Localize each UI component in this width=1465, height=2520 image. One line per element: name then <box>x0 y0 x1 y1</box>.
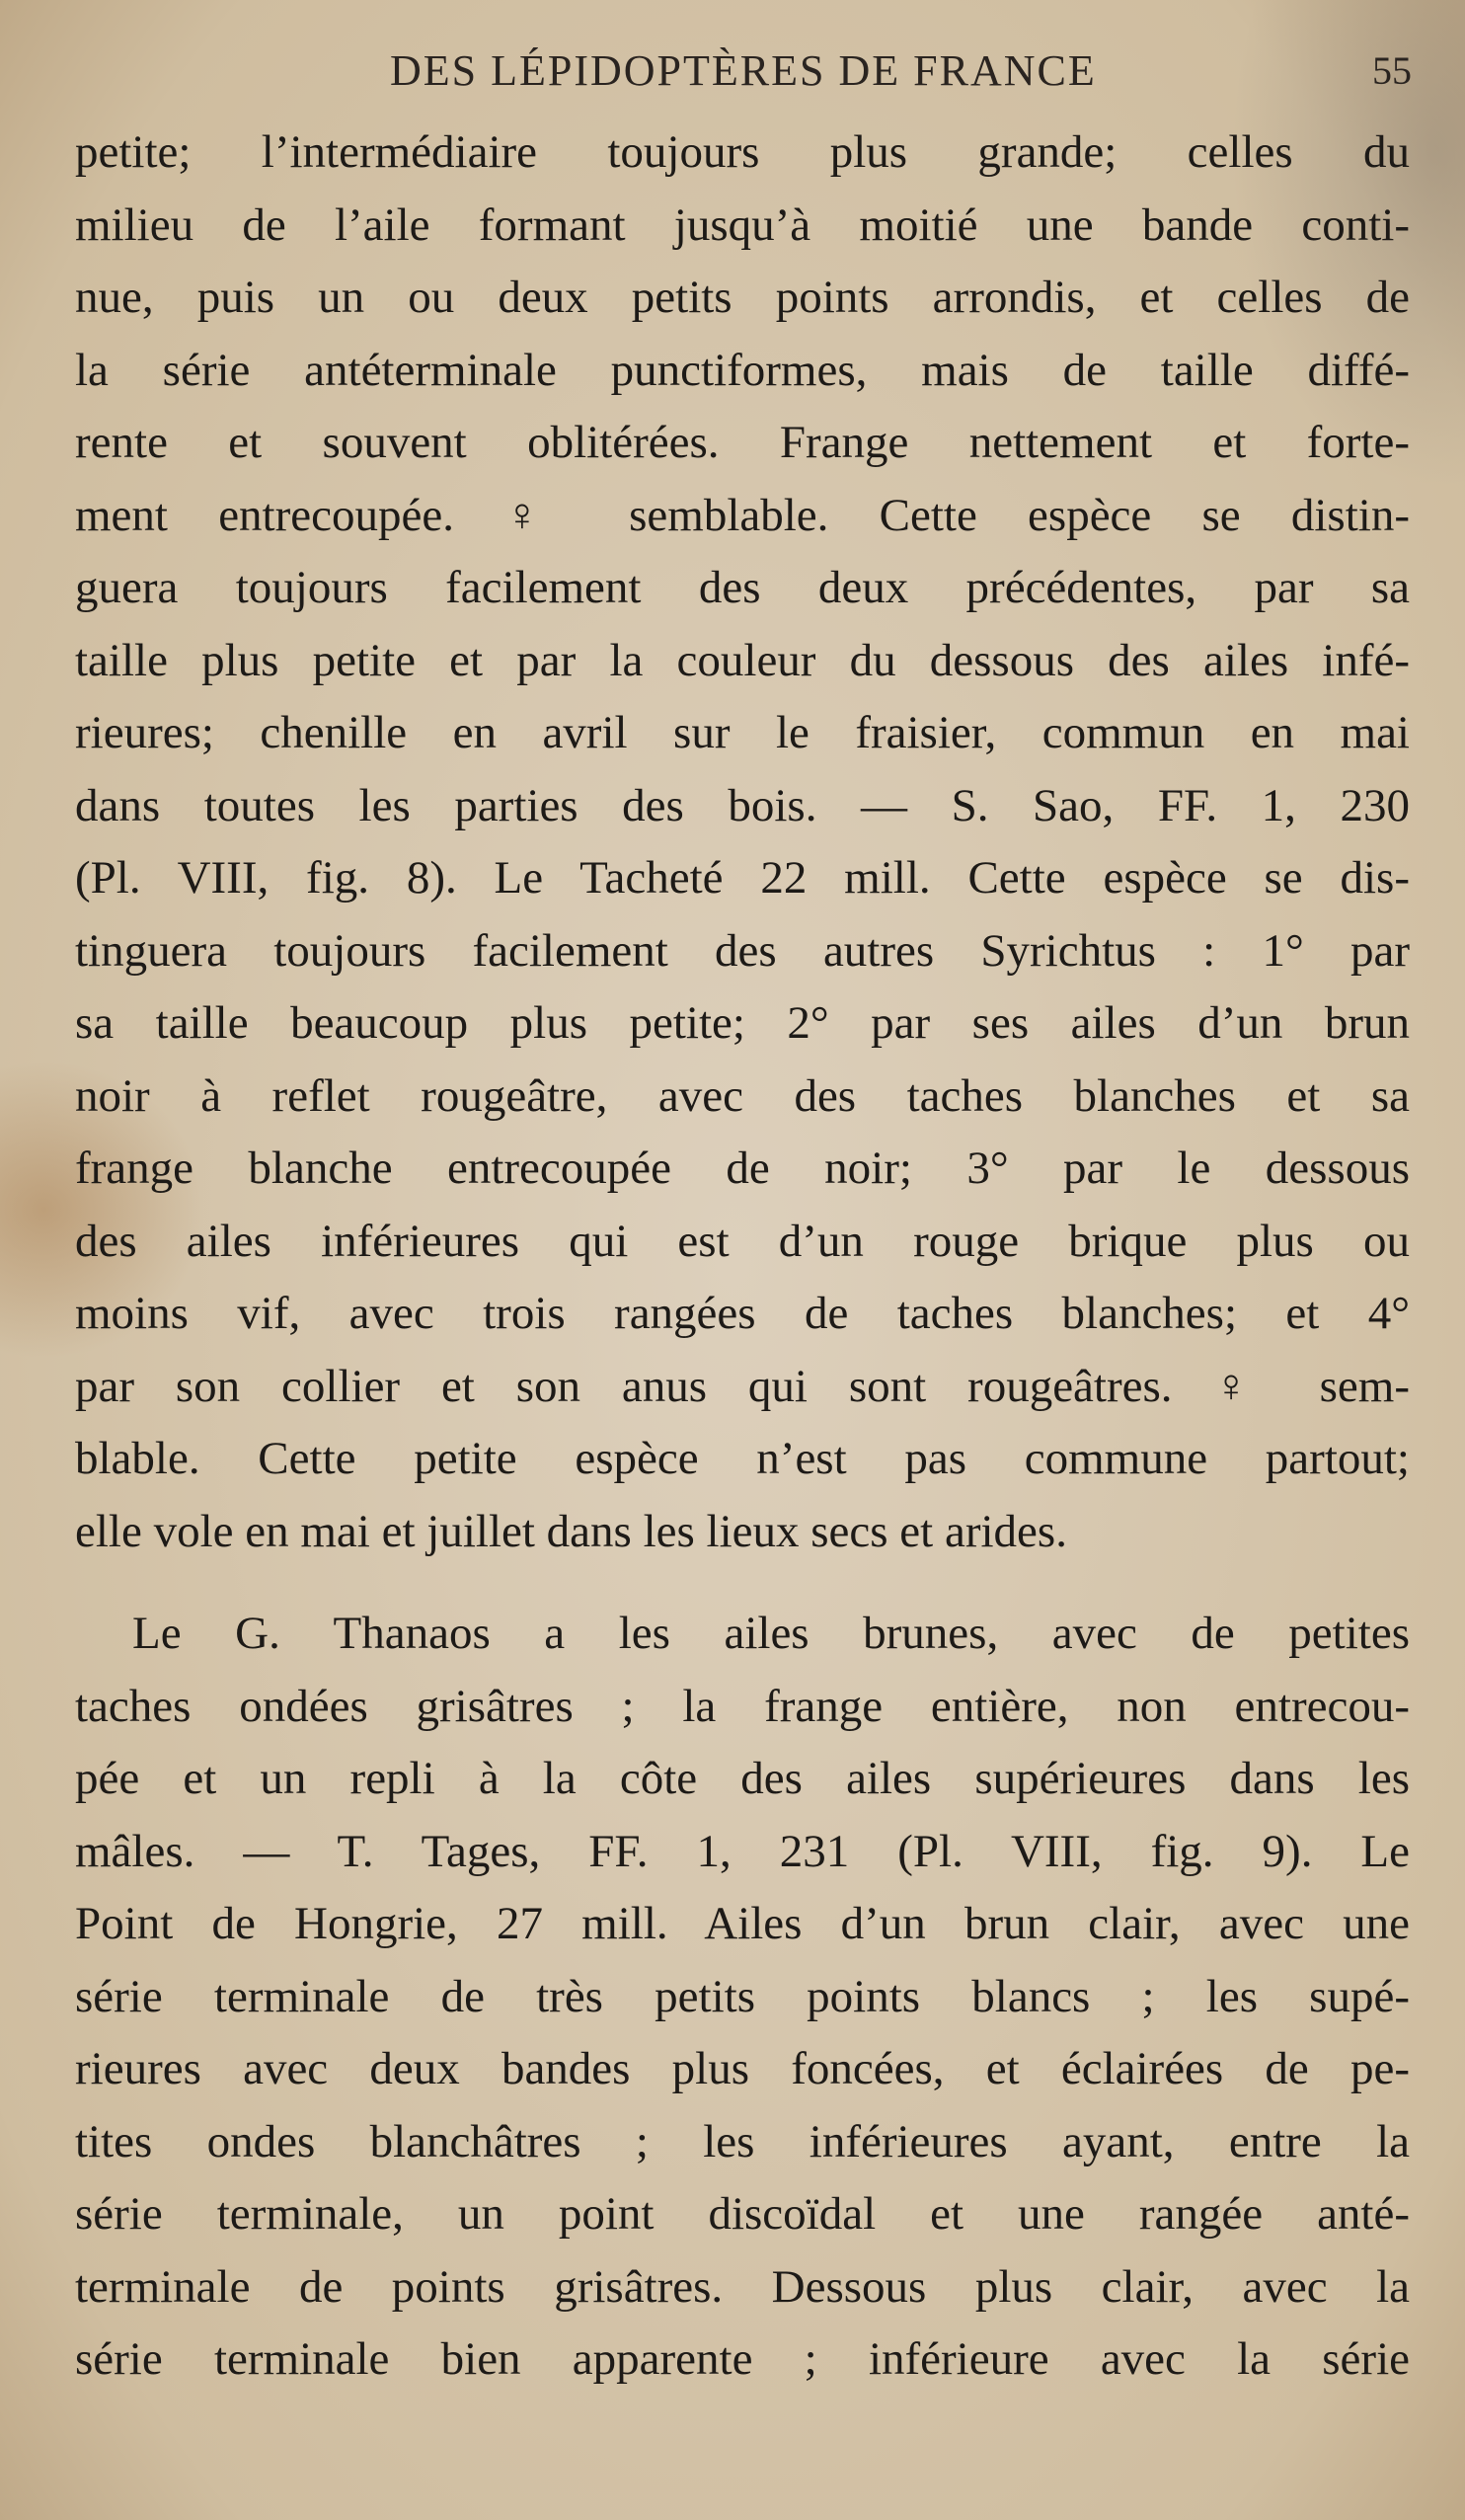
running-title: DES LÉPIDOPTÈRES DE FRANCE <box>390 46 1097 95</box>
text-line: terminale de points grisâtres. Dessous plus clair, avec la <box>75 2260 1410 2313</box>
text-line: série terminale bien apparente ; inférieure avec la série <box>75 2333 1410 2385</box>
text-line: dans toutes les parties des bois. — S. Sao, FF. 1, 230 <box>75 779 1410 831</box>
text-line: Le G. Thanaos a les ailes brunes, avec de petites <box>132 1608 1410 1659</box>
page-number: 55 <box>1372 48 1412 93</box>
text-line: noir à reflet rougeâtre, avec des taches blanches et sa <box>75 1069 1410 1122</box>
text-line: tites ondes blanchâtres ; les inférieures ayant, entre la <box>75 2115 1410 2167</box>
text-line: par son collier et son anus qui sont rougeâtres. ♀ sem- <box>75 1360 1410 1412</box>
text-line: la série antéterminale punctiformes, mais de taille diffé- <box>75 344 1410 396</box>
text-line: taille plus petite et par la couleur du dessous des ailes infé- <box>75 634 1410 686</box>
text-line: petite; l’intermédiaire toujours plus grande; celles du <box>75 126 1410 178</box>
text-line: rieures; chenille en avril sur le fraisier, commun en mai <box>75 707 1410 758</box>
text-line: rieures avec deux bandes plus foncées, et éclairées de pe- <box>75 2043 1410 2094</box>
paragraph-1 <box>75 117 1410 1568</box>
text-line: ment entrecoupée. ♀ semblable. Cette espèce se distin- <box>75 489 1410 541</box>
page-header <box>0 45 1465 105</box>
text-line: taches ondées grisâtres ; la frange entière, non entrecou- <box>75 1680 1410 1732</box>
text-line: rente et souvent oblitérées. Frange nettement et forte- <box>75 417 1410 468</box>
text-line: des ailes inférieures qui est d’un rouge brique plus ou <box>75 1215 1410 1267</box>
paragraph-gap <box>75 1568 1410 1598</box>
text-line: frange blanche entrecoupée de noir; 3° par le dessous <box>75 1142 1410 1194</box>
text-line: elle vole en mai et juillet dans les lieux secs et arides. <box>75 1505 1067 1557</box>
body-text <box>75 117 1410 2397</box>
text-line: tinguera toujours facilement des autres Syrichtus : 1° par <box>75 924 1410 977</box>
text-line: guera toujours facilement des deux précédentes, par sa <box>75 562 1410 613</box>
text-line: pée et un repli à la côte des ailes supérieures dans les <box>75 1753 1410 1804</box>
text-line: série terminale de très petits points blancs ; les supé- <box>75 1970 1410 2022</box>
text-line: série terminale, un point discoïdal et une rangée anté- <box>75 2188 1410 2240</box>
text-line: nue, puis un ou deux petits points arrondis, et celles de <box>75 272 1410 323</box>
paragraph-2 <box>75 1598 1410 2397</box>
text-line: mâles. — T. Tages, FF. 1, 231 (Pl. VIII, fig. 9). Le <box>75 1825 1410 1877</box>
text-line: blable. Cette petite espèce n’est pas commune partout; <box>75 1433 1410 1484</box>
text-line: milieu de l’aile formant jusqu’à moitié une bande conti- <box>75 198 1410 251</box>
text-line: (Pl. VIII, fig. 8). Le Tacheté 22 mill. Cette espèce se dis- <box>75 852 1410 904</box>
text-line: Point de Hongrie, 27 mill. Ailes d’un brun clair, avec une <box>75 1898 1410 1949</box>
text-line: moins vif, avec trois rangées de taches blanches; et 4° <box>75 1288 1410 1339</box>
text-line: sa taille beaucoup plus petite; 2° par ses ailes d’un brun <box>75 997 1410 1049</box>
